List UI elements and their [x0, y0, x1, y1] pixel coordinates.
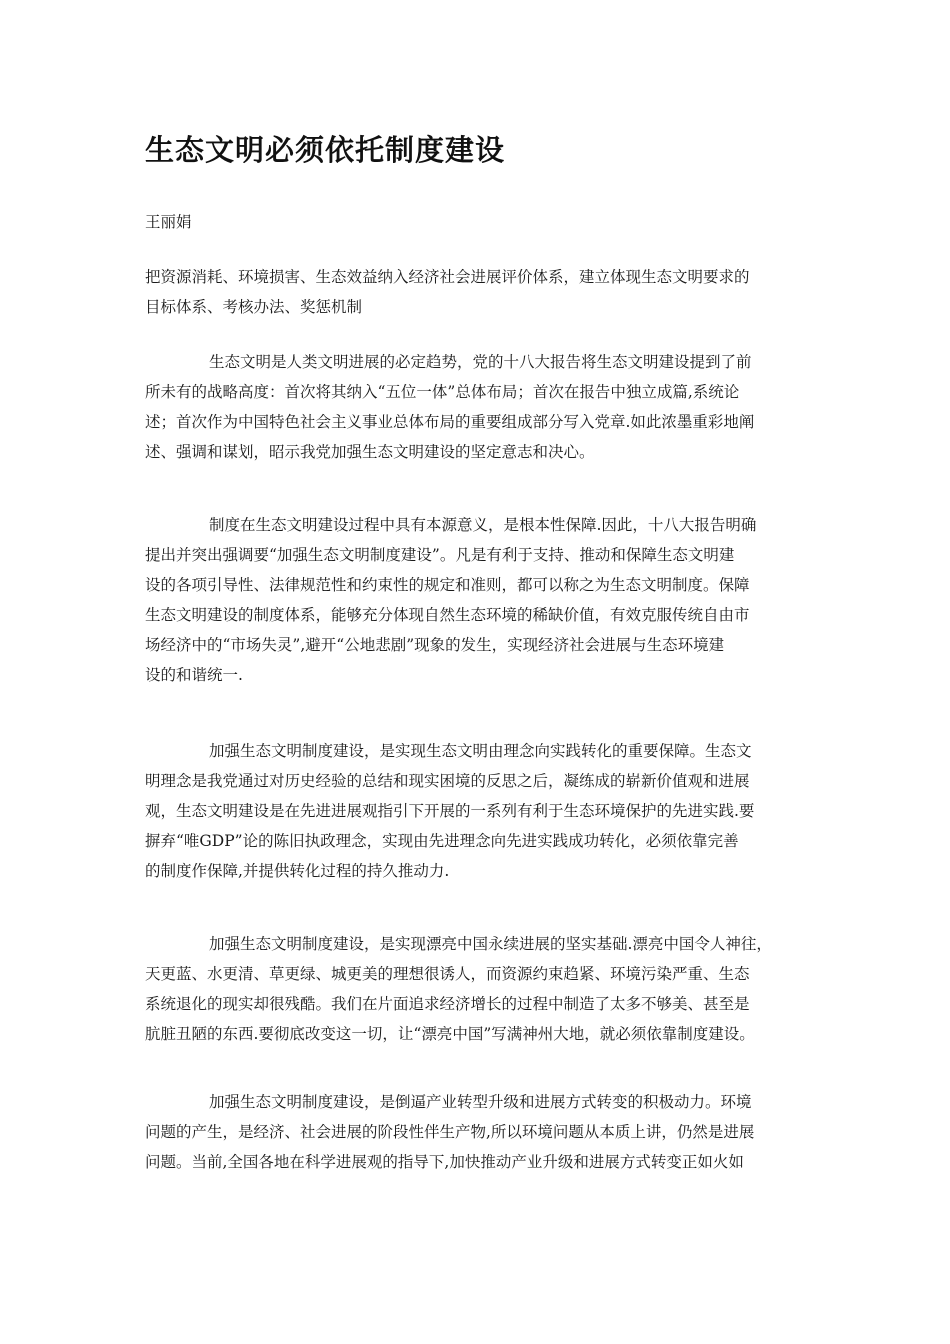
body-paragraph: [145, 929, 772, 1049]
paragraph-line: 述、强调和谋划，昭示我党加强生态文明建设的坚定意志和决心。: [145, 443, 595, 461]
body-paragraph: [145, 1087, 754, 1177]
body-paragraph: [145, 510, 756, 690]
paragraph-line: 明理念是我党通过对历史经验的总结和现实困境的反思之后，凝练成的崭新价值观和进展: [145, 772, 750, 790]
document-title: 生态文明必须依托制度建设: [145, 133, 506, 167]
paragraph-line: 观，生态文明建设是在先进进展观指引下开展的一系列有利于生态环境保护的先进实践.要: [145, 802, 755, 820]
paragraph-line: 制度在生态文明建设过程中具有本源意义，是根本性保障.因此，十八大报告明确: [209, 516, 757, 534]
paragraph-line: 场经济中的“市场失灵”,避开“公地悲剧”现象的发生，实现经济社会进展与生态环境建: [145, 636, 725, 654]
paragraph-line: 生态文明是人类文明进展的必定趋势，党的十八大报告将生态文明建设提到了前: [209, 353, 752, 371]
paragraph-line: 提出并突出强调要“加强生态文明制度建设”。凡是有利于支持、推动和保障生态文明建: [145, 546, 735, 564]
abstract-line: 目标体系、考核办法、奖惩机制: [145, 298, 363, 316]
abstract: [145, 262, 750, 322]
paragraph-line: 问题。当前,全国各地在科学进展观的指导下,加快推动产业升级和进展方式转变正如火如: [145, 1153, 744, 1171]
paragraph-line: 加强生态文明制度建设，是实现生态文明由理念向实践转化的重要保障。生态文: [209, 742, 752, 760]
paragraph-line: 所未有的战略高度：首次将其纳入“五位一体”总体布局；首次在报告中独立成篇,系统论: [145, 383, 740, 401]
paragraph-line: 加强生态文明制度建设，是倒逼产业转型升级和进展方式转变的积极动力。环境: [209, 1093, 752, 1111]
paragraph-line: 述；首次作为中国特色社会主义事业总体布局的重要组成部分写入党章.如此浓墨重彩地阐: [145, 413, 755, 431]
paragraph-line: 的制度作保障,并提供转化过程的持久推动力.: [145, 862, 450, 880]
body-paragraph: [145, 347, 754, 467]
paragraph-line: 天更蓝、水更清、草更绿、城更美的理想很诱人，而资源约束趋紧、环境污染严重、生态: [145, 965, 750, 983]
author-name: 王丽娟: [145, 213, 192, 231]
paragraph-line: 问题的产生，是经济、社会进展的阶段性伴生产物,所以环境问题从本质上讲，仍然是进展: [145, 1123, 755, 1141]
paragraph-line: 设的和谐统一.: [145, 666, 243, 684]
body-paragraph: [145, 736, 754, 886]
paragraph-line: 设的各项引导性、法律规范性和约束性的规定和准则，都可以称之为生态文明制度。保障: [145, 576, 750, 594]
paragraph-line: 生态文明建设的制度体系，能够充分体现自然生态环境的稀缺价值，有效克服传统自由市: [145, 606, 750, 624]
abstract-line: 把资源消耗、环境损害、生态效益纳入经济社会进展评价体系，建立体现生态文明要求的: [145, 268, 750, 286]
paragraph-line: 加强生态文明制度建设，是实现漂亮中国永续进展的坚实基础.漂亮中国令人神往，: [209, 935, 772, 953]
paragraph-line: 系统退化的现实却很残酷。我们在片面追求经济增长的过程中制造了太多不够美、甚至是: [145, 995, 750, 1013]
paragraph-line: 摒弃“唯GDP”论的陈旧执政理念，实现由先进理念向先进实践成功转化，必须依靠完善: [145, 832, 739, 850]
paragraph-line: 肮脏丑陋的东西.要彻底改变这一切，让“漂亮中国”写满神州大地，就必须依靠制度建设。: [145, 1025, 755, 1043]
